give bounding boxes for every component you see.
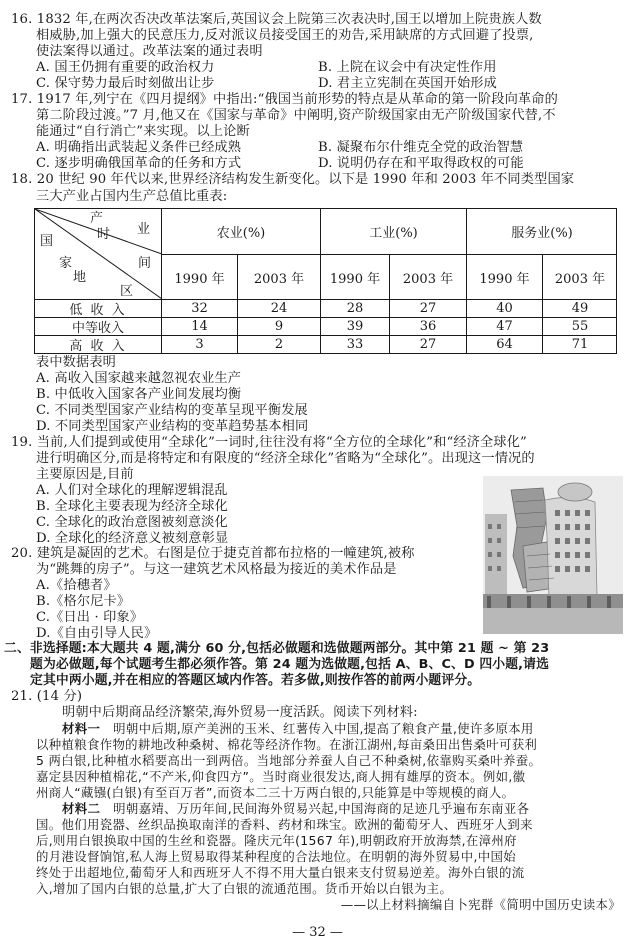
corner-label-jia: 家 [59,256,73,271]
question-21-header: 21. (14 分) [11,689,83,704]
material-1-line-4: 嘉定县因种植棉花,“不产米,仰食四方”。当时商业很发达,商人拥有雄厚的资本。例如,徽 [36,769,526,784]
option-19-a: A. 人们对全球化的理解逻辑混乱 [36,483,228,498]
material-1-label: 材料一 [62,721,101,736]
question-18-stem: 表中数据表明 [36,355,117,370]
question-16-line-1: 16. 1832 年,在两次否决改革法案后,英国议会上院第三次表决时,国王以增加上院贵族人数 [11,12,542,27]
corner-label-shi: 时 [97,227,111,242]
table-cell: 64 [496,337,513,352]
table-cell: 2 [274,337,284,352]
option-16-d: D. 君主立宪制在英国开始形成 [318,76,497,91]
option-19-d: D. 全球化的经济意义被刻意彰显 [36,531,229,546]
table-cell: 9 [274,319,284,334]
building-illustration [483,476,623,634]
gdp-share-table [34,208,617,354]
section-2-line-2: 题为必做题,每个试题考生都必须作答。第 24 题为选做题,包括 A、B、C、D 四小题,请选 [30,657,550,672]
header-year: 2003 年 [402,271,454,287]
header-agriculture: 农业(%) [216,226,266,241]
table-cell: 71 [571,337,589,352]
row-label-high-income: 高 收 入 [69,339,127,354]
option-17-a: A. 明确指出武装起义条件已经成熟 [36,140,242,155]
corner-label-jian: 间 [138,256,152,271]
page-number: — 32 — [292,925,343,940]
material-2-line-4: 的月港设督饷馆,私人海上贸易取得某种程度的合法地位。在明朝的海外贸易中,中国始 [36,849,516,864]
material-1-line-3: 5 两白银,比种植水稻要高出一到两倍。当地部分养蚕人自己不种桑树,依靠购买桑叶养蚕。 [36,753,542,768]
header-year: 2003 年 [554,271,606,287]
option-20-c: C.《日出 · 印象》 [36,610,144,625]
table-cell: 36 [419,319,437,334]
material-2-line-2: 国。他们用瓷器、丝织品换取南洋的香料、药材和珠宝。欧洲的葡萄牙人、西班牙人到来 [36,817,533,832]
row-label-low-income: 低 收 入 [69,303,127,318]
table-cell: 3 [195,337,204,352]
table-cell: 27 [419,301,437,316]
option-20-b: B.《格尔尼卡》 [36,594,131,609]
corner-label-chan: 产 [90,211,104,226]
option-20-a: A.《拾穗者》 [36,578,117,593]
option-16-a: A. 国王仍拥有重要的政治权力 [36,60,215,75]
material-source-citation: ——以上材料摘编自卜宪群《简明中国历史读本》 [340,897,621,912]
table-cell: 14 [191,319,208,334]
question-20-line-1: 20. 建筑是凝固的艺术。右图是位于捷克首都布拉格的一幢建筑,被称 [11,546,415,561]
option-20-d: D.《自由引导人民》 [36,626,158,641]
material-1-line-1: 材料一 明朝中后期,原产美洲的玉米、红薯传入中国,提高了粮食产量,使许多原本用 [62,721,534,736]
question-18-line-1: 18. 20 世纪 90 年代以来,世界经济结构发生新变化。以下是 1990 年和 2003 年不同类型国家 [11,172,575,187]
option-19-c: C. 全球化的政治意图被刻意淡化 [36,515,228,530]
question-19-line-1: 19. 当前,人们提到或使用“全球化”一词时,往往没有将“全方位的全球化”和“经济全球化” [11,435,527,450]
question-20-line-2: 为“跳舞的房子”。与这一建筑艺术风格最为接近的美术作品是 [36,562,397,577]
material-2-line-6: 入,增加了国内白银的总量,扩大了白银的流通范围。货币开始以白银为主。 [36,881,453,896]
question-16-line-3: 使法案得以通过。改革法案的通过表明 [36,44,263,59]
option-18-a: A. 高收入国家越来越忽视农业生产 [36,371,242,386]
header-year: 1990 年 [174,271,225,287]
option-17-b: B. 凝聚布尔什维克全党的政治智慧 [318,140,524,155]
question-17-line-3: 能通过“自行消亡”来实现。以上论断 [36,124,250,139]
option-18-c: C. 不同类型国家产业结构的变革呈现平衡发展 [36,403,308,418]
header-industry: 工业(%) [369,226,418,241]
header-services: 服务业(%) [511,226,573,241]
dancing-house-photo [483,476,623,634]
question-16-line-2: 相威胁,加上强大的民意压力,反对派议员接受国王的劝告,采用缺席的方式回避了投票, [36,28,534,43]
table-cell: 55 [571,319,589,334]
option-16-b: B. 上院在议会中有决定性作用 [318,60,497,75]
section-2-line-1: 二、非选择题:本大题共 4 题,满分 60 分,包括必做题和选做题两部分。其中第 21 题 ~ 第 23 [4,641,550,656]
corner-label-guo: 国 [40,234,54,249]
material-2-label: 材料二 [62,801,101,816]
option-17-c: C. 逐步明确俄国革命的任务和方式 [36,156,242,171]
question-21-intro: 明朝中后期商品经济繁荣,海外贸易一度活跃。阅读下列材料: [62,705,418,720]
section-2-line-3: 定其中两小题,并在相应的答题区域内作答。若多做,则按作答的前两小题评分。 [30,673,481,688]
corner-label-di: 地 [73,270,87,285]
option-18-d: D. 不同类型国家产业结构的变革趋势基本相同 [36,419,309,434]
question-17-line-2: 第二阶段过渡。”7 月,他又在《国家与革命》中阐明,资产阶级国家由无产阶级国家代替,不 [36,108,556,123]
header-year: 2003 年 [253,271,305,287]
table-cell: 28 [346,301,364,316]
table-cell: 24 [270,301,288,316]
question-19-line-3: 主要原因是,目前 [36,467,134,482]
table-cell: 32 [191,301,208,316]
material-1-line-2: 以种植粮食作物的耕地改种桑树、棉花等经济作物。在浙江湖州,每亩桑田出售桑叶可获利 [36,737,538,752]
question-19-line-2: 进行明确区分,而是将特定和有限度的“经济全球化”省略为“全球化”。出现这一情况的 [36,451,535,466]
table-cell: 47 [496,319,513,334]
corner-label-ye: 业 [137,222,151,237]
row-label-middle-income: 中等收入 [71,321,124,336]
header-year: 1990 年 [329,271,381,287]
material-2-line-3: 后,则用白银换取中国的生丝和瓷器。隆庆元年(1567 年),明朝政府开放海禁,在漳州府 [36,833,517,848]
option-17-d: D. 说明仍存在和平取得政权的可能 [318,156,524,171]
option-19-b: B. 全球化主要表现为经济全球化 [36,499,228,514]
material-2-line-1: 材料二 明朝嘉靖、万历年间,民间海外贸易兴起,中国海商的足迹几乎遍布东南亚各 [62,801,530,816]
option-16-c: C. 保守势力最后时刻做出让步 [36,76,215,91]
question-18-line-2: 三大产业占国内生产总值比重表: [36,189,228,204]
table-cell: 33 [346,337,364,352]
question-17-line-1: 17. 1917 年,列宁在《四月提纲》中指出:“俄国当前形势的特点是从革命的第一阶段向革命的 [11,92,558,107]
table-cell: 27 [419,337,437,352]
corner-label-qu: 区 [120,284,134,299]
table-cell: 40 [496,301,513,316]
material-1-line-5: 州商人“藏镪(白银)有至百万者”,而资本二三十万两白银的,只能算是中等规模的商人。 [36,785,515,800]
material-2-line-5: 终处于出超地位,葡萄牙人和西班牙人不得不用大量白银来支付贸易逆差。海外白银的流 [36,865,525,880]
option-18-b: B. 中低收入国家各产业间发展均衡 [36,387,242,402]
table-cell: 49 [571,301,589,316]
table-cell: 39 [346,319,364,334]
header-year: 1990 年 [479,271,530,287]
